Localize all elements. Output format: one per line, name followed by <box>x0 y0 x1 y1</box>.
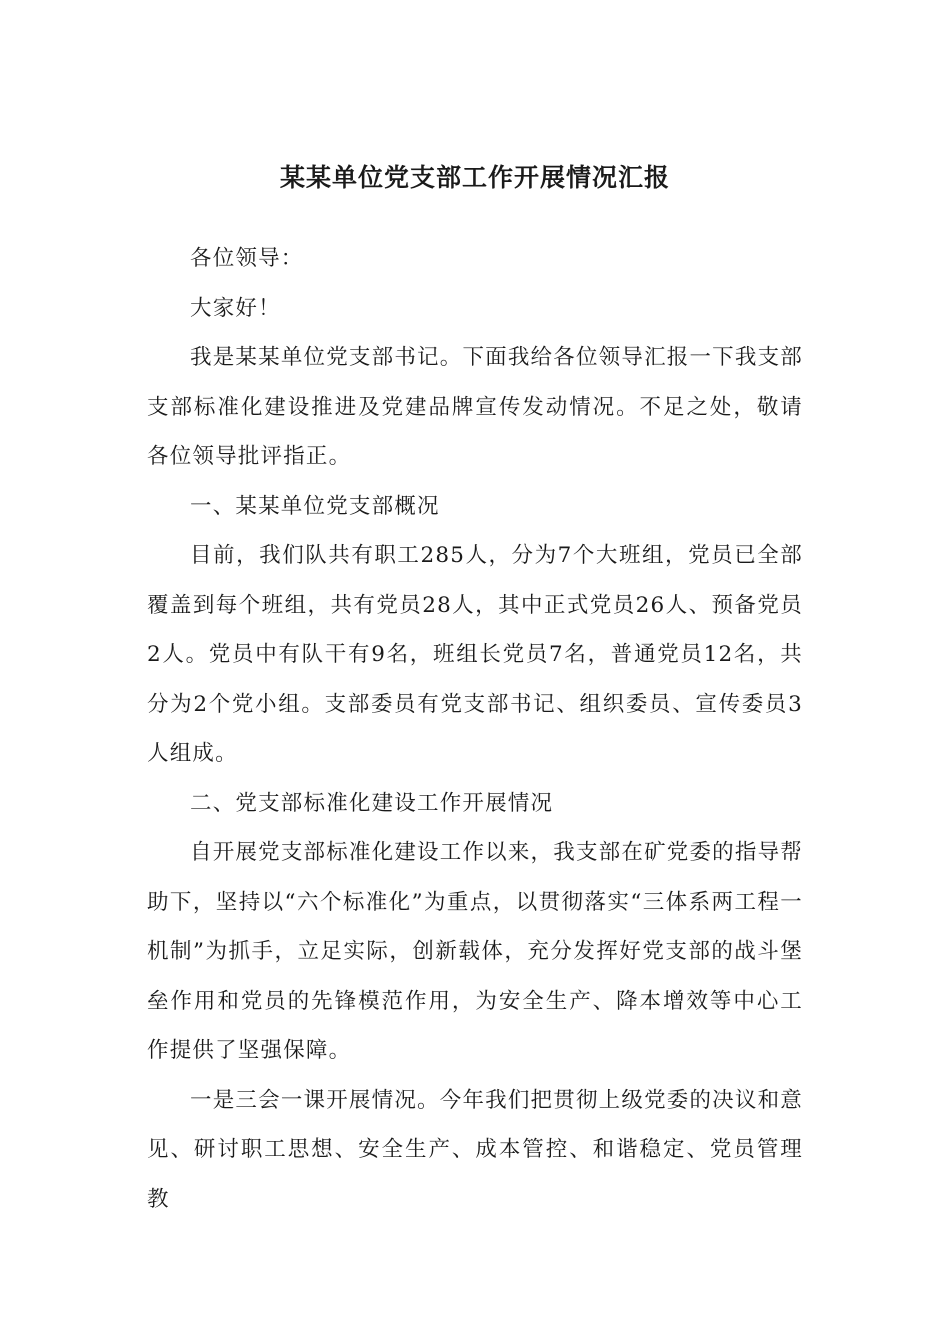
overview-paragraph: 目前，我们队共有职工285人，分为7个大班组，党员已全部覆盖到每个班组，共有党员28人，其中正式党员26人、预备党员2人。党员中有队干有9名，班组长党员7名，普通党员12名，共分为2个党小组。支部委员有党支部书记、组织委员、宣传委员3人组成。 <box>147 543 803 766</box>
meetings-paragraph: 一是三会一课开展情况。今年我们把贯彻上级党委的决议和意见、研讨职工思想、安全生产、成本管控、和谐稳定、党员管理教 <box>147 1087 803 1212</box>
salutation: 各位领导： <box>190 246 304 271</box>
intro-paragraph: 我是某某单位党支部书记。下面我给各位领导汇报一下我支部支部标准化建设推进及党建品牌宣传发动情况。不足之处，敬请各位领导批评指正。 <box>147 345 803 469</box>
document-body <box>147 234 803 1224</box>
document-title: 某某单位党支部工作开展情况汇报 <box>279 163 670 192</box>
standardization-paragraph: 自开展党支部标准化建设工作以来，我支部在矿党委的指导帮助下，坚持以“六个标准化”为重点，以贯彻落实“三体系两工程一机制”为抓手，立足实际，创新载体，充分发挥好党支部的战斗堡垒作用和党员的先锋模范作用，为安全生产、降本增效等中心工作提供了坚强保障。 <box>147 840 803 1063</box>
section-heading-2: 二、党支部标准化建设工作开展情况 <box>190 790 554 816</box>
greeting: 大家好！ <box>190 295 281 321</box>
section-heading-1: 一、某某单位党支部概况 <box>190 493 440 519</box>
